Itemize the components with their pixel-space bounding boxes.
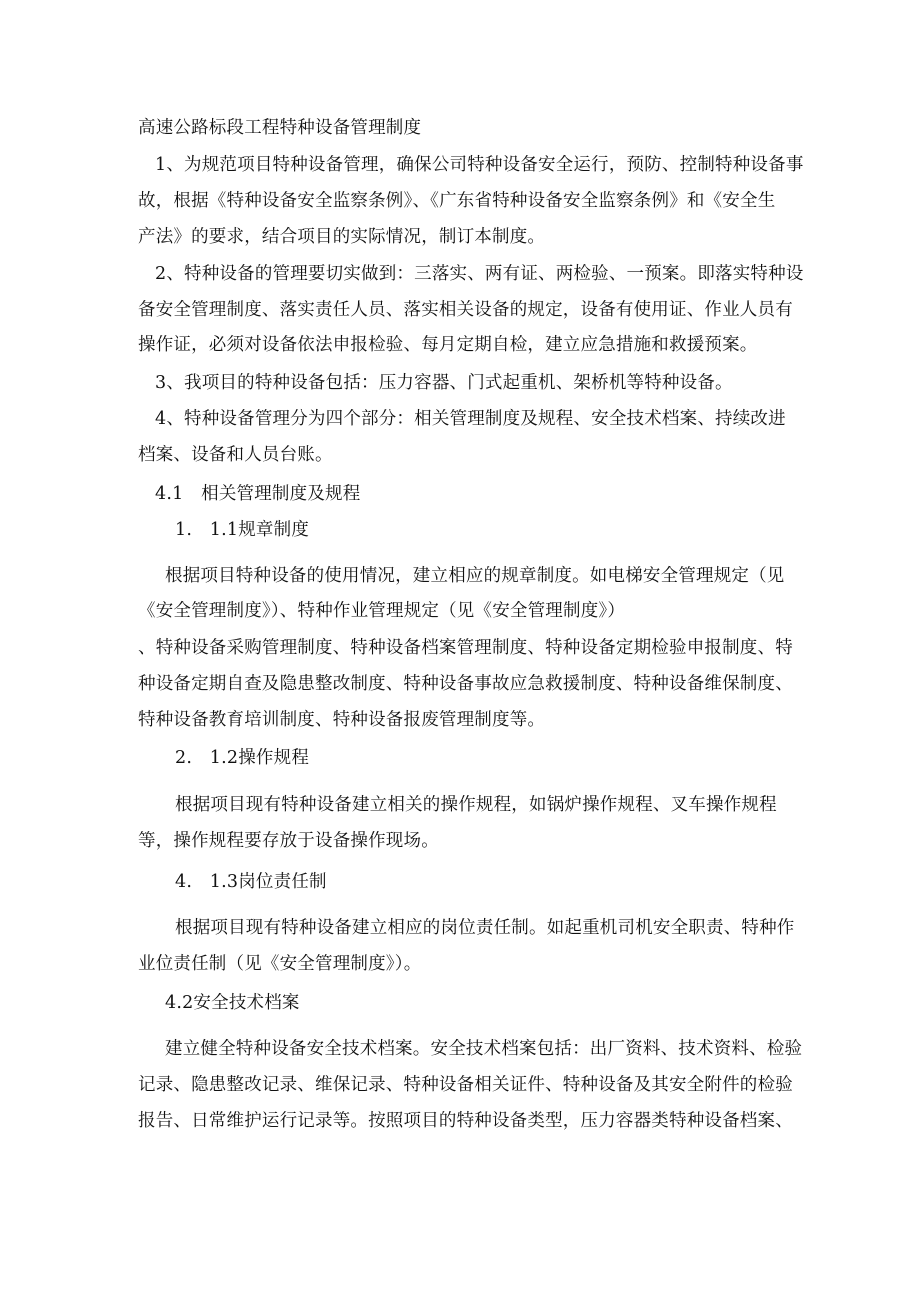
- paragraph-line: 、特种设备采购管理制度、特种设备档案管理制度、特种设备定期检验申报制度、特: [138, 638, 793, 658]
- paragraph-line: 根据项目现有特种设备建立相应的岗位责任制。如起重机司机安全职责、特种作: [175, 918, 795, 938]
- paragraph-line: 记录、隐患整改记录、维保记录、特种设备相关证件、特种设备及其安全附件的检验: [138, 1075, 793, 1095]
- document-title: 高速公路标段工程特种设备管理制度: [138, 118, 422, 138]
- paragraph-line: 种设备定期自查及隐患整改制度、特种设备事故应急救援制度、特种设备维保制度、: [138, 674, 793, 694]
- paragraph-line: 根据项目特种设备的使用情况，建立相应的规章制度。如电梯安全管理规定（见: [165, 566, 785, 586]
- paragraph-line: 特种设备教育培训制度、特种设备报废管理制度等。: [138, 710, 546, 730]
- paragraph-line: 根据项目现有特种设备建立相关的操作规程，如锅炉操作规程、叉车操作规程: [175, 795, 777, 815]
- paragraph-line: 报告、日常维护运行记录等。按照项目的特种设备类型，压力容器类特种设备档案、: [138, 1111, 793, 1131]
- section-heading: 4.1 相关管理制度及规程: [155, 484, 361, 504]
- paragraph-line: 档案、设备和人员台账。: [138, 445, 333, 465]
- paragraph-line: 故，根据《特种设备安全监察条例》、《广东省特种设备安全监察条例》和《安全生: [138, 191, 776, 211]
- paragraph-line: 3、我项目的特种设备包括：压力容器、门式起重机、架桥机等特种设备。: [155, 373, 733, 393]
- paragraph-line: 备安全管理制度、落实责任人员、落实相关设备的规定，设备有使用证、作业人员有: [138, 300, 793, 320]
- paragraph-line: 1、为规范项目特种设备管理，确保公司特种设备安全运行，预防、控制特种设备事: [155, 155, 804, 175]
- subsection-heading: 2. 1.2操作规程: [175, 748, 310, 768]
- paragraph-line: 等，操作规程要存放于设备操作现场。: [138, 831, 439, 851]
- paragraph-line: 4、特种设备管理分为四个部分：相关管理制度及规程、安全技术档案、持续改进: [155, 409, 786, 429]
- paragraph-line: 产法》的要求，结合项目的实际情况，制订本制度。: [138, 227, 546, 247]
- paragraph-line: 建立健全特种设备安全技术档案。安全技术档案包括：出厂资料、技术资料、检验: [165, 1039, 803, 1059]
- section-heading: 4.2安全技术档案: [165, 993, 300, 1013]
- paragraph-line: 2、特种设备的管理要切实做到：三落实、两有证、两检验、一预案。即落实特种设: [155, 264, 804, 284]
- paragraph-line: 操作证，必须对设备依法申报检验、每月定期自检，建立应急措施和救援预案。: [138, 335, 758, 355]
- subsection-heading: 4. 1.3岗位责任制: [175, 872, 327, 892]
- paragraph-line: 《安全管理制度》）、特种作业管理规定（见《安全管理制度》）: [138, 601, 626, 621]
- subsection-heading: 1. 1.1规章制度: [175, 520, 310, 540]
- paragraph-line: 业位责任制（见《安全管理制度》）。: [138, 954, 422, 974]
